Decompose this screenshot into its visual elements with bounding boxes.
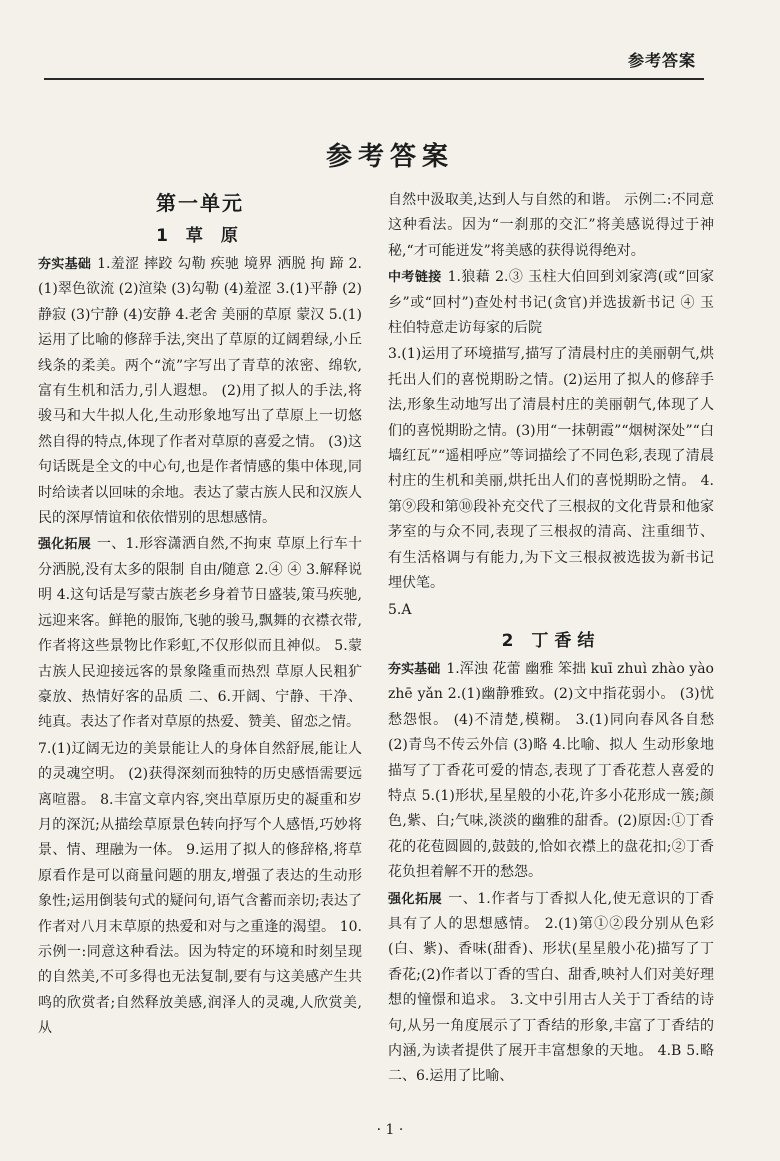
answer-paragraph xyxy=(38,737,362,1042)
section-label: 中考链接 xyxy=(388,270,442,286)
lesson-title: 1 草 原 xyxy=(156,226,244,246)
section-label: 夯实基础 xyxy=(38,257,92,272)
answer-text: 3.(1)运用了环境描写,描写了清晨村庄的美丽朝气,烘托出人们的喜悦期盼之情。(2)运用了拟人的修辞手法,形象生动地写出了清晨村庄的美丽朝气,体现了人们的喜悦期盼之情。(3)用“一抹朝霞”“烟树深处”“白墙红瓦”“遥相呼应”等词描绘了不同色彩,表现了清晨村庄的生机和美丽,烘托出人们的喜悦期盼之情。 4.第⑨段和第⑩段补充交代了三根叔的文化背景和他家茅室的与众不同,表现了三根叔的清高、注重细节、有生活格调与有能力,为下文三根叔被选拔为新书记埋伏笔。 xyxy=(388,346,714,592)
answer-paragraph xyxy=(388,657,714,886)
answer-paragraph xyxy=(388,598,714,623)
answer-text: 1.浑浊 花蕾 幽雅 笨拙 kuī zhuì zhào yào zhē yǎn 2.(1)幽静雅致。(2)文中指花弱小。 (3)忧愁怨恨。 (4)不清楚,模糊。 3.(1)同向春风各自愁 (2)青鸟不传云外信 (3)略 4.比喻、拟人 生动形象地描写了丁香花可爱的情态,表现了丁香花惹人喜爱的特点 5.(1)形状,星星般的小花,许多小花形成一簇;颜色,紫、白;气味,淡淡的幽雅的甜香。(2)原因:①丁香花的花苞圆圆的,鼓鼓的,恰如衣襟上的盘花扣;②丁香花负担着解不开的愁怨。 xyxy=(388,660,714,881)
answer-text: 一、1.形容潇洒自然,不拘束 草原上行车十分洒脱,没有太多的限制 自由/随意 2.④ ④ 3.解释说明 4.这句话是写蒙古族老乡身着节日盛装,策马疾驰,远迎来客。鲜艳的服饰,飞驰的骏马,飘舞的衣襟衣带,作者将这些景物比作彩虹,不仅形似而且神似。 5.蒙古族人民迎接远客的景象隆重而热烈 草原人民粗犷豪放、热情好客的品质 二、6.开阔、宁静、干净、纯真。表达了作者对草原的热爱、赞美、留恋之情。 xyxy=(38,536,362,731)
running-header: 参考答案 xyxy=(627,51,696,70)
left-column xyxy=(38,188,362,1043)
answer-text: 1.羞涩 摔跤 勾勒 疾驰 境界 洒脱 拘 蹄 2.(1)翠色欲流 (2)渲染 (3)勾勒 (4)羞涩 3.(1)平静 (2)静寂 (3)宁静 (4)安静 4.老舍 美丽的草原 蒙汉 5.(1)运用了比喻的修辞手法,突出了草原的辽阔碧绿,小丘线条的柔美。两个“流”字写出了青草的浓密、绵软,富有生机和活力,引人遐想。 (2)用了拟人的手法,将骏马和大牛拟人化,生动形象地写出了草原上一切悠然自得的特点,体现了作者对草原的喜爱之情。 (3)这句话既是全文的中心句,也是作者情感的集中体现,同时给读者以回味的余地。表达了蒙古族人民和汉族人民的深厚情谊和依依惜别的思想感情。 xyxy=(38,256,362,527)
section-label: 夯实基础 xyxy=(388,661,441,677)
answer-text: 5.A xyxy=(388,601,412,618)
answer-paragraph xyxy=(388,265,714,341)
page-title: 参考答案 xyxy=(325,142,454,172)
answer-paragraph xyxy=(388,887,714,1090)
right-column xyxy=(388,188,714,1091)
answer-paragraph xyxy=(388,188,714,264)
answer-text: 一、1.作者与丁香拟人化,使无意识的丁香具有了人的思想感情。 2.(1)第①②段分别从色彩(白、紫)、香味(甜香)、形状(星星般小花)描写了丁香花;(2)作者以丁香的雪白、甜香,映衬人们对美好理想的憧憬和追求。 3.文中引用古人关于丁香结的诗句,从另一角度展示了丁香结的形象,丰富了丁香结的内涵,为读者提供了展开丰富想象的天地。 4.B 5.略 二、6.运用了比喻、 xyxy=(388,890,714,1085)
answer-text: 1.狼藉 2.③ 玉柱大伯回到刘家湾(或“回家乡”或“回村”)查处村书记(贪官)并选拔新书记 ④ 玉柱伯特意走访每家的后院 xyxy=(388,269,714,337)
answer-text: 7.(1)辽阔无边的美景能让人的身体自然舒展,能让人的灵魂空明。 (2)获得深刻而独特的历史感悟需要远离喧嚣。 8.丰富文章内容,突出草原历史的凝重和岁月的深沉;从描绘草原景色转向抒写个人感悟,巧妙将景、情、理融为一体。 9.运用了拟人的修辞格,将草原看作是可以商量问题的朋友,增强了表达的生动形象性;运用倒装句式的疑问句,语气含蓄而亲切;表达了作者对八月末草原的热爱和对与之重逢的渴望。 10.示例一:同意这种看法。因为特定的环境和时刻呈现的自然美,不可多得也无法复制,要有与这美感产生共鸣的欣赏者;自然释放美感,润泽人的灵魂,人欣赏美,从 xyxy=(38,740,362,1037)
answer-paragraph xyxy=(38,252,362,531)
answer-text: 自然中汲取美,达到人与自然的和谐。 示例二:不同意这种看法。因为“一刹那的交汇”将美感说得过于神秘,“才可能迸发”将美感的获得说得绝对。 xyxy=(388,192,714,259)
section-label: 强化拓展 xyxy=(38,537,91,553)
answer-paragraph xyxy=(38,532,362,735)
header-rule xyxy=(44,78,704,80)
answer-paragraph xyxy=(388,342,714,596)
unit-title: 第一单元 xyxy=(156,191,244,215)
lesson-title: 2 丁香结 xyxy=(501,630,601,651)
section-label: 强化拓展 xyxy=(388,891,443,907)
page-number: · 1 · xyxy=(376,1122,404,1138)
